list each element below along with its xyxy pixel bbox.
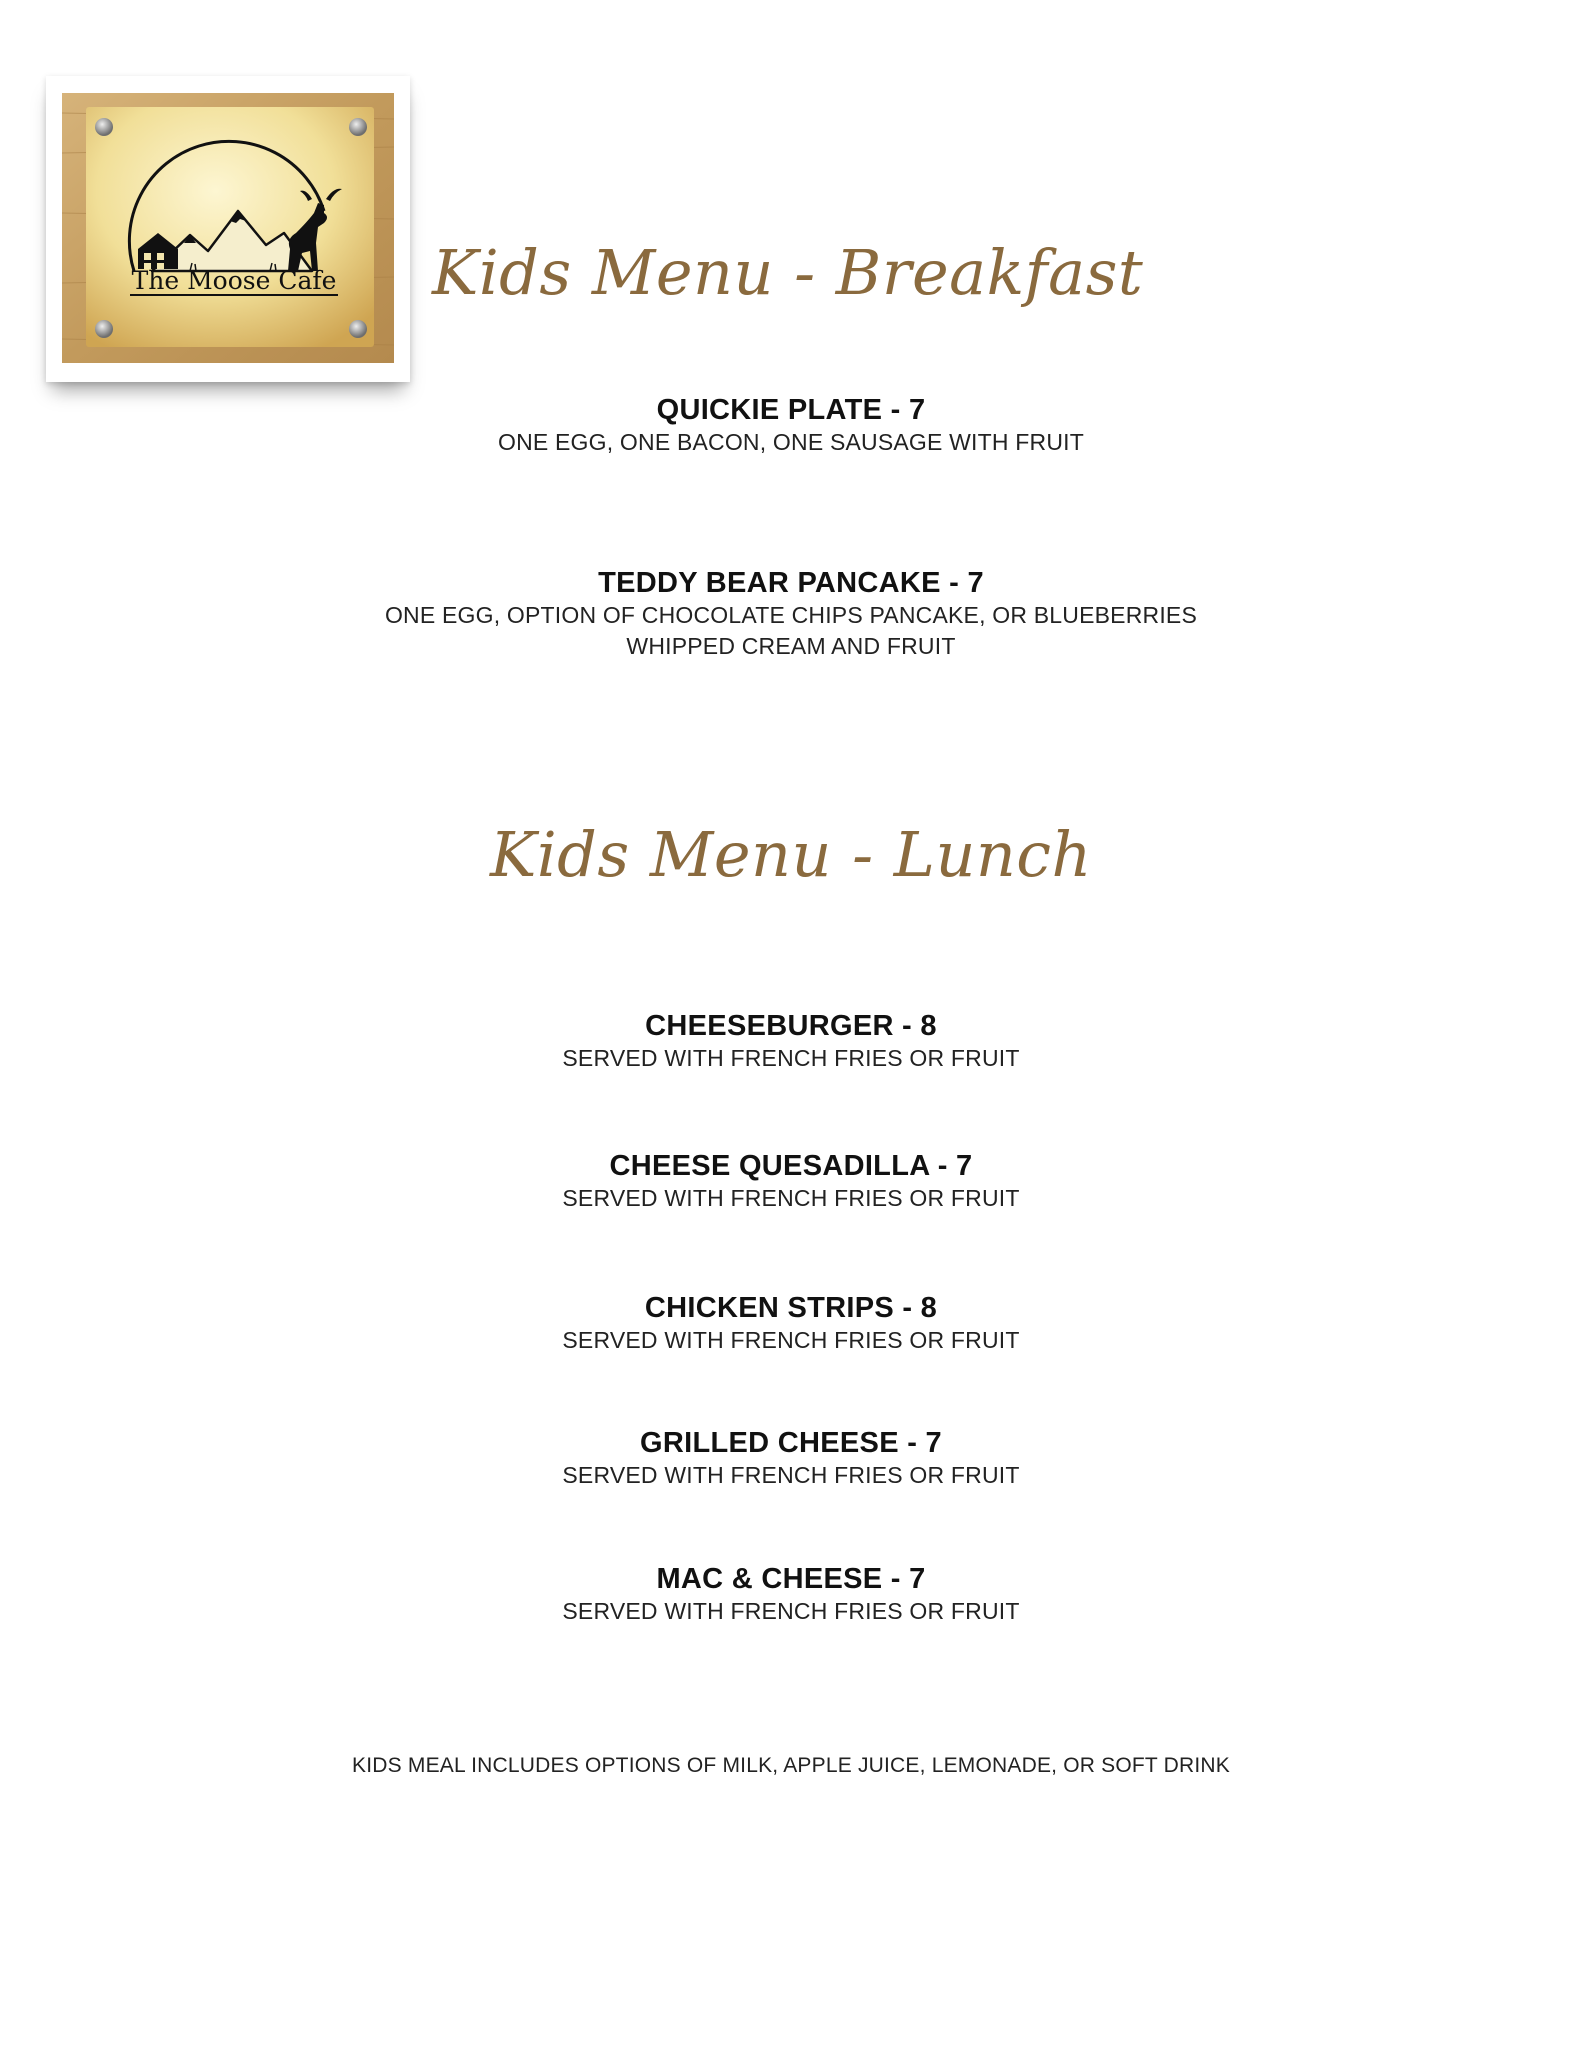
item-description: SERVED WITH FRENCH FRIES OR FRUIT bbox=[562, 1327, 1020, 1353]
item-description: SERVED WITH FRENCH FRIES OR FRUIT bbox=[562, 1462, 1020, 1488]
item-name: TEDDY BEAR PANCAKE - 7 bbox=[598, 567, 984, 599]
item-name: MAC & CHEESE - 7 bbox=[656, 1563, 926, 1595]
lunch-heading: Kids Menu - Lunch bbox=[490, 818, 1092, 891]
breakfast-heading: Kids Menu - Breakfast bbox=[432, 236, 1144, 309]
item-description-line: ONE EGG, OPTION OF CHOCOLATE CHIPS PANCAKE, OR BLUEBERRIES bbox=[384, 602, 1198, 628]
logo-name: The Moose Cafe bbox=[131, 266, 337, 295]
menu-item-teddy-bear-pancake bbox=[0, 566, 1582, 662]
item-name: CHEESE QUESADILLA - 7 bbox=[609, 1150, 973, 1182]
item-name: CHICKEN STRIPS - 8 bbox=[644, 1292, 938, 1324]
item-name: QUICKIE PLATE - 7 bbox=[656, 394, 926, 426]
menu-item-quickie-plate bbox=[0, 393, 1582, 458]
menu-item-grilled-cheese bbox=[0, 1426, 1582, 1491]
menu-item-cheese-quesadilla bbox=[0, 1149, 1582, 1214]
moose-cafe-logo-icon bbox=[62, 93, 394, 363]
item-description: SERVED WITH FRENCH FRIES OR FRUIT bbox=[562, 1045, 1020, 1071]
drink-options-note: KIDS MEAL INCLUDES OPTIONS OF MILK, APPLE JUICE, LEMONADE, OR SOFT DRINK bbox=[352, 1754, 1230, 1777]
item-description-line: WHIPPED CREAM AND FRUIT bbox=[626, 633, 956, 659]
item-description: SERVED WITH FRENCH FRIES OR FRUIT bbox=[562, 1598, 1020, 1624]
item-description: SERVED WITH FRENCH FRIES OR FRUIT bbox=[562, 1185, 1020, 1211]
item-name: CHEESEBURGER - 8 bbox=[645, 1010, 937, 1042]
item-name: GRILLED CHEESE - 7 bbox=[640, 1427, 942, 1459]
menu-item-mac-and-cheese bbox=[0, 1562, 1582, 1627]
logo bbox=[46, 76, 410, 382]
menu-item-cheeseburger bbox=[0, 1009, 1582, 1074]
item-description: ONE EGG, ONE BACON, ONE SAUSAGE WITH FRUIT bbox=[497, 429, 1085, 455]
menu-item-chicken-strips bbox=[0, 1291, 1582, 1356]
